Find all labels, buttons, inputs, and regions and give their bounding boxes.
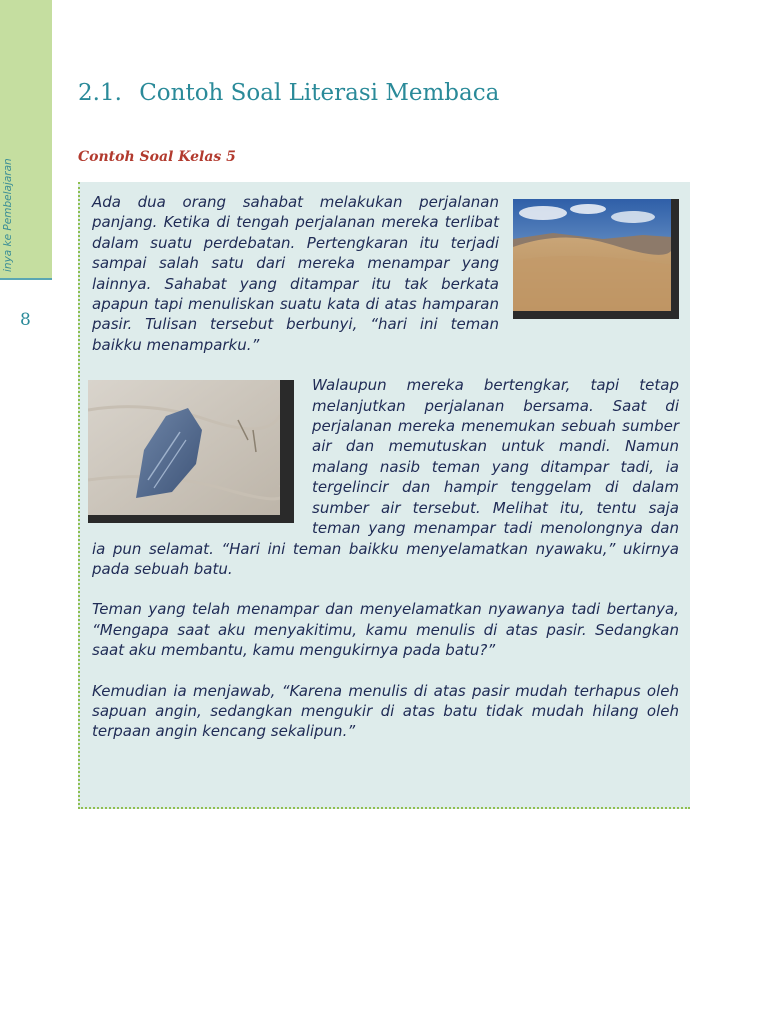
running-header: inya ke Pembelajaran (2, 158, 14, 272)
paragraph-4: Kemudian ia menjawab, “Karena menulis di atas pasir mudah terhapus oleh sapuan angin, sedangkan mengukir di atas batu tidak mudah hilang oleh terpaan angin kencang sekalipun.” (92, 681, 679, 741)
section-number: 2.1. (78, 80, 122, 106)
section-title-text: Contoh Soal Literasi Membaca (139, 80, 500, 106)
reading-passage-box (78, 182, 690, 809)
paragraph-2-text: Walaupun mereka bertengkar, tapi tetap melanjutkan perjalanan bersama. Saat di perjalanan mereka menemukan sebuah sumber air dan memutuskan untuk mandi. Namun malang nasib teman yang ditampar tadi, ia tergelincir dan hampir tenggelam di dalam sumber air tersebut. Melihat itu, tentu saja teman yang menampar tadi menolongnya dan ia pun selamat. “Hari ini teman baikku menyelamatkan nyawaku,” ukirnya pada sebuah batu. (92, 376, 679, 578)
paragraph-1: Ada dua orang sahabat melakukan perjalanan panjang. Ketika di tengah perjalanan mereka terlibat dalam suatu perdebatan. Pertengkaran itu terjadi sampai salah satu dari mereka menampar yang lainnya. Sahabat yang ditampar itu tak berkata apapun tapi menuliskan suatu kata di atas hamparan pasir. Tulisan tersebut berbunyi, “hari ini teman baikku menamparku.” (92, 193, 499, 354)
stone-photo (88, 380, 294, 523)
example-subtitle: Contoh Soal Kelas 5 (78, 149, 236, 165)
paragraph-2 (92, 375, 679, 579)
desert-photo (513, 199, 679, 319)
section-title (78, 80, 499, 106)
paragraph-3: Teman yang telah menampar dan menyelamatkan nyawanya tadi bertanya, “Mengapa saat aku menyakitimu, kamu menulis di atas pasir. Sedangkan saat aku membantu, kamu mengukirnya pada batu?” (92, 600, 679, 660)
page-number: 8 (20, 310, 31, 330)
reading-passage (92, 192, 679, 762)
